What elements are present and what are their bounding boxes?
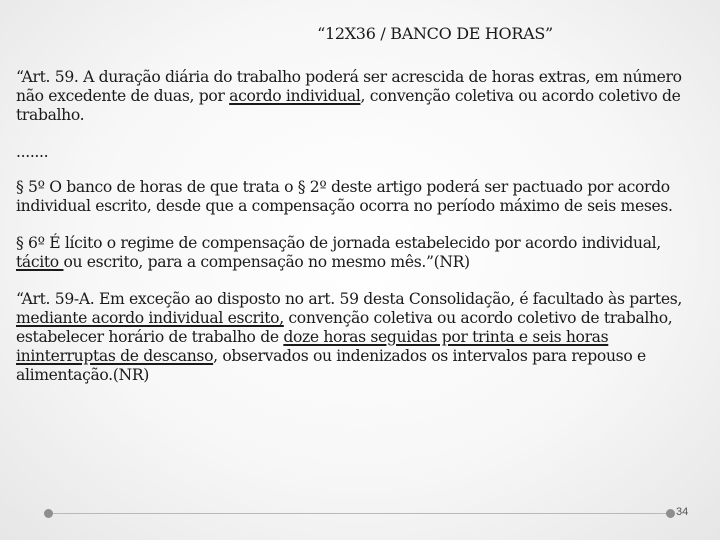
p1-underlined-acordo-individual: acordo individual (229, 87, 361, 105)
ellipsis: ....... (16, 143, 49, 161)
page-number: 34 (676, 506, 689, 518)
footer-left-dot-icon (44, 509, 53, 518)
slide-body (16, 68, 708, 403)
slide-title: “12X36 / BANCO DE HORAS” (317, 24, 553, 43)
p3-text-a: § 6º É lícito o regime de compensação de jornada estabelecido por acordo individual, (16, 234, 661, 252)
paragraph-par-6 (16, 234, 708, 272)
p1-text-a: “Art. 59. A duração diária do trabalho poderá ser acrescida de horas extras, em número não excedente de duas, por (16, 68, 682, 105)
p4-underlined-doze-horas: doze horas seguidas por trinta e seis horas ininterruptas de descanso (16, 328, 609, 365)
paragraph-par-5: § 5º O banco de horas de que trata o § 2º deste artigo poderá ser pactuado por acordo individual escrito, desde que a compensação ocorra no período máximo de seis meses. (16, 178, 673, 215)
paragraph-art-59 (16, 68, 708, 125)
p4-text-c: , observados ou indenizados os intervalos para repouso e alimentação.(NR) (16, 347, 646, 384)
footer-right-dot-icon (666, 509, 675, 518)
paragraph-art-59-a (16, 290, 708, 385)
p4-text-b: convenção coletiva ou acordo coletivo de trabalho, estabelecer horário de trabalho de (16, 309, 673, 346)
p1-text-b: , convenção coletiva ou acordo coletivo de trabalho. (16, 87, 681, 124)
footer-divider-line (52, 513, 669, 514)
p4-text-a: “Art. 59-A. Em exceção ao disposto no art. 59 desta Consolidação, é facultado às partes, (16, 290, 682, 308)
p4-underlined-acordo-escrito: mediante acordo individual escrito, (16, 309, 284, 327)
p3-text-b: ou escrito, para a compensação no mesmo mês.”(NR) (63, 253, 470, 271)
p3-underlined-tacito: tácito (16, 253, 64, 271)
